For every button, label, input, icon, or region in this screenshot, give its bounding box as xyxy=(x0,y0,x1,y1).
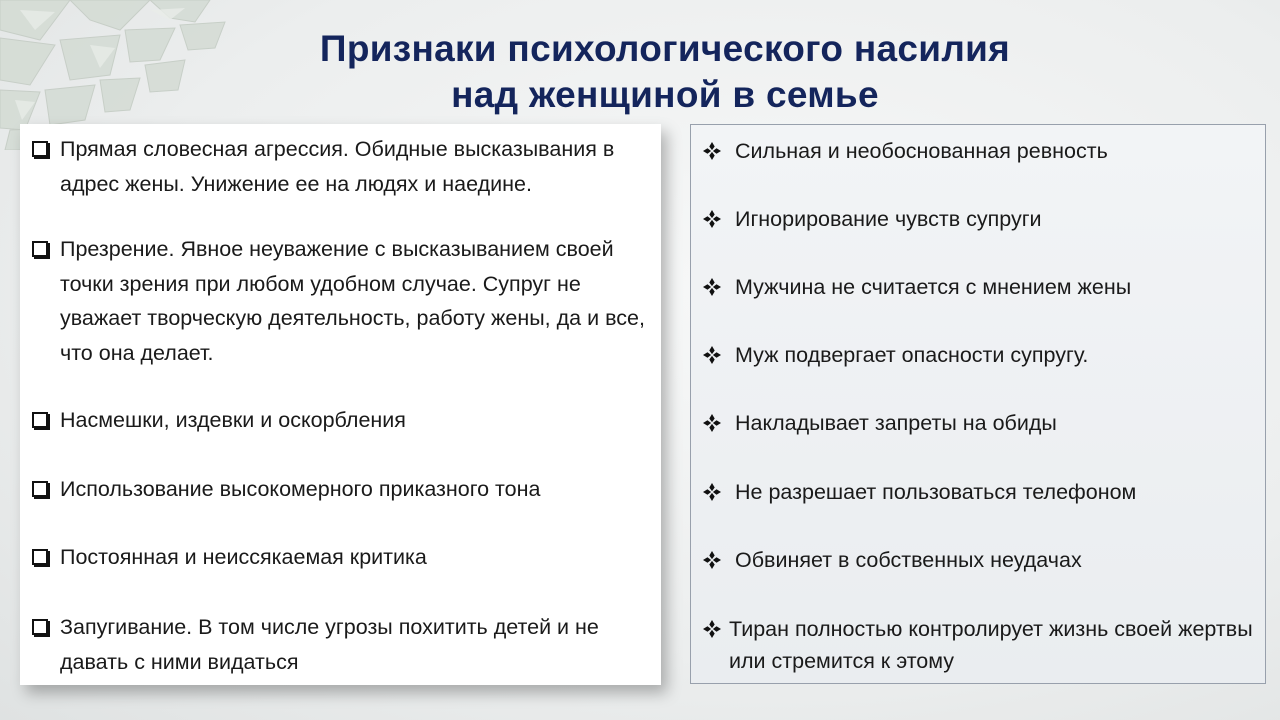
checkbox-icon xyxy=(32,481,48,497)
diamond-bullet-icon xyxy=(703,210,721,228)
diamond-bullet-icon xyxy=(703,346,721,364)
checkbox-icon xyxy=(32,141,48,157)
page-title xyxy=(180,26,1150,118)
list-item-text: Насмешки, издевки и оскорбления xyxy=(60,408,406,432)
diamond-bullet-icon xyxy=(703,620,721,638)
list-item xyxy=(703,203,1253,235)
list-item-text: Использование высокомерного приказного тона xyxy=(60,477,541,501)
list-item xyxy=(32,232,652,370)
list-item xyxy=(703,544,1253,576)
right-panel xyxy=(690,124,1266,684)
diamond-bullet-icon xyxy=(703,483,721,501)
diamond-bullet-icon xyxy=(703,278,721,296)
list-item xyxy=(703,271,1253,303)
list-item xyxy=(32,610,652,679)
list-item-text: Игнорирование чувств супруги xyxy=(735,207,1042,231)
list-item-text: Муж подвергает опасности супругу. xyxy=(735,343,1089,367)
list-item xyxy=(32,472,652,507)
diamond-bullet-icon xyxy=(703,142,721,160)
list-item-text: Запугивание. В том числе угрозы похитить детей и не давать с ними видаться xyxy=(60,615,599,674)
title-line-1: Признаки психологического насилия xyxy=(319,28,1011,69)
checkbox-icon xyxy=(32,549,48,565)
list-item xyxy=(32,540,652,575)
list-item-text: Обвиняет в собственных неудачах xyxy=(735,548,1082,572)
list-item xyxy=(703,613,1253,677)
list-item-text: Постоянная и неиссякаемая критика xyxy=(60,545,427,569)
list-item-text: Сильная и необоснованная ревность xyxy=(735,139,1108,163)
list-item xyxy=(703,476,1253,508)
list-item xyxy=(703,407,1253,439)
checkbox-icon xyxy=(32,241,48,257)
list-item-text: Мужчина не считается с мнением жены xyxy=(735,275,1132,299)
checkbox-icon xyxy=(32,619,48,635)
diamond-bullet-icon xyxy=(703,414,721,432)
checkbox-icon xyxy=(32,412,48,428)
title-line-2: над женщиной в семье xyxy=(451,74,879,115)
list-item xyxy=(703,339,1253,371)
list-item xyxy=(32,403,652,438)
list-item-text: Тиран полностью контролирует жизнь своей жертвы или стремится к этому xyxy=(729,617,1253,673)
list-item xyxy=(703,135,1253,167)
list-item-text: Накладывает запреты на обиды xyxy=(735,411,1057,435)
list-item-text: Прямая словесная агрессия. Обидные высказывания в адрес жены. Унижение ее на людях и наедине. xyxy=(60,137,615,196)
diamond-bullet-icon xyxy=(703,551,721,569)
left-panel xyxy=(20,124,661,685)
list-item-text: Презрение. Явное неуважение с высказыванием своей точки зрения при любом удобном случае. Супруг не уважает творческую деятельность, работу жены, да и все, что она делает. xyxy=(60,237,645,365)
list-item xyxy=(32,132,652,201)
list-item-text: Не разрешает пользоваться телефоном xyxy=(735,480,1137,504)
